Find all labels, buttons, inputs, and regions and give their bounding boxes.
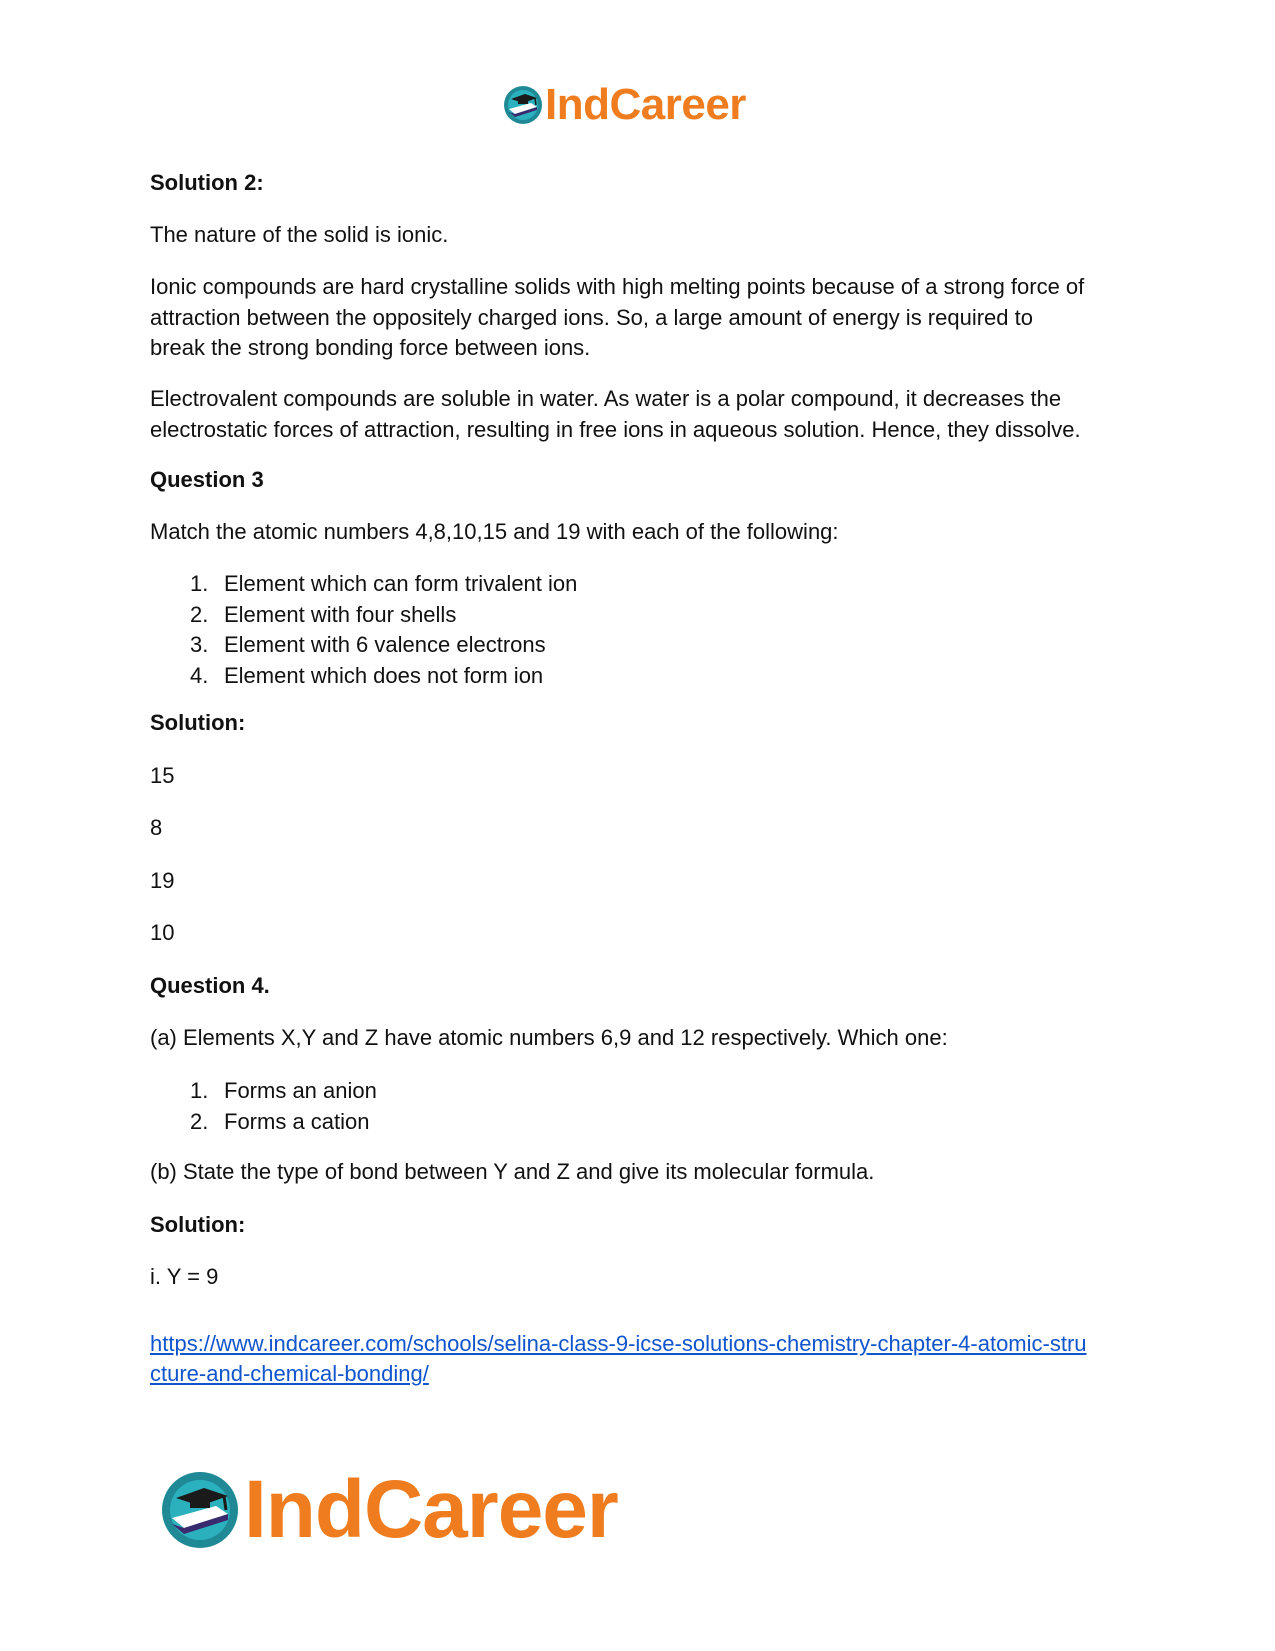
question-3-prompt: Match the atomic numbers 4,8,10,15 and 19 with each of the following: [150, 519, 839, 544]
list-number: 4. [190, 662, 209, 688]
question-3-heading: Question 3 [150, 467, 264, 492]
question-4-part-a: (a) Elements X,Y and Z have atomic numbers 6,9 and 12 respectively. Which one: [150, 1025, 948, 1050]
source-link-line[interactable]: cture-and-chemical-bonding/ [150, 1361, 429, 1386]
list-item-text: Element with four shells [224, 601, 457, 627]
question-4-answer-i: i. Y = 9 [150, 1264, 219, 1289]
graduation-book-icon [503, 85, 543, 125]
paragraph-line: Ionic compounds are hard crystalline solids with high melting points because of a strong force of [150, 274, 1085, 299]
answer-value: 19 [150, 868, 175, 893]
question-3-solution-heading: Solution: [150, 710, 246, 735]
logo-wordmark: IndCareer [244, 1464, 618, 1555]
list-item-text: Element with 6 valence electrons [224, 632, 546, 657]
list-item-text: Element which can form trivalent ion [224, 571, 578, 596]
list-item [150, 600, 577, 631]
question-4-list [150, 1076, 377, 1137]
paragraph-line: break the strong bonding force between ions. [150, 335, 591, 360]
list-number: 2. [190, 1108, 209, 1134]
question-4-part-b: (b) State the type of bond between Y and Z and give its molecular formula. [150, 1159, 875, 1184]
list-item [150, 569, 577, 600]
list-number: 1. [190, 571, 209, 596]
list-number: 3. [190, 632, 209, 657]
list-item [150, 1107, 377, 1138]
question-4-heading: Question 4. [150, 973, 270, 998]
list-number: 1. [190, 1078, 209, 1103]
answer-value: 15 [150, 763, 175, 788]
question-4-solution-heading: Solution: [150, 1212, 246, 1237]
solution-2-heading: Solution 2: [150, 170, 264, 195]
list-item-text: Forms an anion [224, 1078, 377, 1103]
source-link-line[interactable]: https://www.indcareer.com/schools/selina-class-9-icse-solutions-chemistry-chapter-4-atomic-stru [150, 1331, 1087, 1356]
question-3-list [150, 569, 577, 691]
header-logo [503, 80, 746, 130]
footer-logo [160, 1465, 618, 1555]
solution-2-paragraph-1: The nature of the solid is ionic. [150, 222, 449, 247]
logo-wordmark: IndCareer [545, 80, 746, 129]
answer-value: 8 [150, 815, 163, 840]
list-item [150, 1076, 377, 1107]
list-item-text: Element which does not form ion [224, 662, 544, 688]
source-link[interactable] [150, 1329, 1140, 1389]
list-item [150, 661, 577, 692]
answer-value: 10 [150, 920, 175, 945]
paragraph-line: electrostatic forces of attraction, resulting in free ions in aqueous solution. Hence, they dissolve. [150, 416, 1081, 442]
list-item [150, 630, 577, 661]
list-item-text: Forms a cation [224, 1108, 370, 1134]
solution-2-paragraph-3 [150, 384, 1140, 445]
paragraph-line: Electrovalent compounds are soluble in water. As water is a polar compound, it decreases the [150, 386, 1062, 411]
graduation-book-icon [160, 1470, 240, 1550]
solution-2-paragraph-2 [150, 272, 1140, 364]
paragraph-line: attraction between the oppositely charged ions. So, a large amount of energy is required to [150, 304, 1033, 330]
list-number: 2. [190, 601, 209, 627]
